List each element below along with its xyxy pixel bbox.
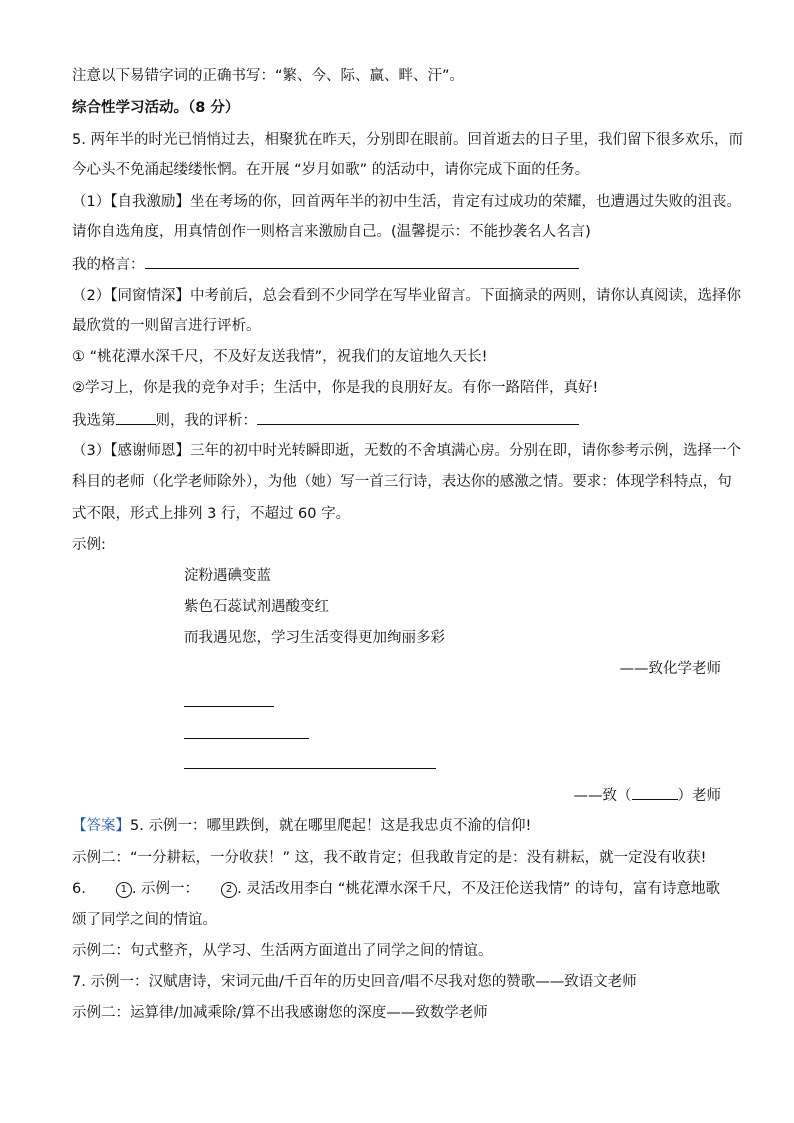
teacher-blank[interactable] [632, 785, 678, 800]
answer-tag: 【答案】 [72, 818, 130, 834]
poem-signature: ——致化学老师 [619, 661, 721, 677]
circled-2: 2 [221, 882, 237, 898]
answer-5-line-2: 示例二：“一分耕耘，一分收获！” 这，我不敢肯定；但我敢肯定的是：没有耕耘，就一定没有收获! [72, 850, 707, 866]
signature-prefix: ——致（ [573, 788, 632, 804]
q5-intro-line-1: 5. 两年半的时光已悄悄过去，相聚犹在昨天，分别即在眼前。回首逝去的日子里，我们留下很多欢乐，而 [72, 132, 743, 148]
task1-line-1: （1）【自我激励】坐在考场的你，回首两年半的初中生活，肯定有过成功的荣耀，也遭遇过失败的沮丧。 [72, 194, 741, 210]
poem-line-1: 淀粉遇碘变蓝 [184, 568, 271, 584]
comment-answer-line[interactable] [72, 410, 579, 431]
message-1: ① “桃花潭水深千尺，不及好友送我情”，祝我们的友谊地久天长! [72, 349, 488, 365]
note-line: 注意以下易错字词的正确书写：“繁、今、际、赢、畔、汗”。 [72, 68, 465, 84]
task3-line-2: 科目的老师（化学老师除外），为他（她）写一首三行诗，表达你的感激之情。要求：体现学科特点，句 [72, 474, 732, 490]
answer-5-text: 5. 示例一：哪里跌倒，就在哪里爬起！这是我忠贞不渝的信仰! [130, 818, 532, 834]
answer-6-line-1 [72, 879, 720, 899]
choice-label-b: 则，我的评析： [155, 413, 257, 429]
circled-1: 1 [116, 882, 132, 898]
task1-line-2: 请你自选角度，用真情创作一则格言来激励自己。(温馨提示：不能抄袭名人名言) [72, 224, 591, 240]
answer-6-line-3: 示例二：句式整齐，从学习、生活两方面道出了同学之间的情谊。 [72, 943, 493, 959]
q5-intro-line-2: 今心头不免涌起缕缕怅惘。在开展 “岁月如歌” 的活动中，请你完成下面的任务。 [72, 162, 590, 178]
signature-suffix: ）老师 [677, 788, 721, 804]
choice-blank[interactable] [116, 410, 156, 425]
task2-line-1: （2）【同窗情深】中考前后，总会看到不少同学在写毕业留言。下面摘录的两则，请你认真阅读，选择你 [72, 288, 741, 304]
message-2: ②学习上，你是我的竞争对手；生活中，你是我的良朋好友。有你一路陪伴，真好! [72, 380, 599, 396]
task3-line-3: 式不限，形式上排列 3 行，不超过 60 字。 [72, 506, 351, 522]
teacher-signature-line[interactable] [574, 785, 722, 806]
poem-blank-line-2[interactable] [184, 738, 309, 739]
poem-blank-line-1[interactable] [184, 706, 274, 707]
example-label: 示例: [72, 537, 106, 553]
answer-6-part-a: . 示例一： [131, 881, 200, 897]
poem-line-3: 而我遇见您，学习生活变得更加绚丽多彩 [184, 630, 445, 646]
answer-5-line-1 [72, 816, 531, 836]
answer-6-line-2: 颂了同学之间的情谊。 [72, 912, 217, 928]
task3-line-1: （3）【感谢师恩】三年的初中时光转瞬即逝，无数的不舍填满心房。分别在即，请你参考示例，选择一个 [72, 443, 741, 459]
motto-label: 我的格言： [72, 257, 145, 273]
task2-line-2: 最欣赏的一则留言进行评析。 [72, 318, 261, 334]
answer-7-line-2: 示例二：运算律/加减乘除/算不出我感谢您的深度——致数学老师 [72, 1005, 488, 1021]
comment-blank[interactable] [257, 410, 579, 425]
poem-blank-line-3[interactable] [184, 768, 436, 769]
answer-6-part-b: . 灵活改用李白 “桃花潭水深千尺，不及汪伦送我情” 的诗句，富有诗意地歌 [237, 881, 721, 897]
section-title: 综合性学习活动。（8 分） [72, 100, 240, 116]
answer-7-line-1: 7. 示例一：汉赋唐诗，宋词元曲/千百年的历史回音/唱不尽我对您的赞歌——致语文老师 [72, 974, 637, 990]
answer-6-number: 6. [72, 881, 86, 897]
choice-label-a: 我选第 [72, 413, 116, 429]
motto-blank[interactable] [145, 254, 579, 269]
motto-answer-line[interactable] [72, 254, 579, 275]
poem-line-2: 紫色石蕊试剂遇酸变红 [184, 599, 329, 615]
